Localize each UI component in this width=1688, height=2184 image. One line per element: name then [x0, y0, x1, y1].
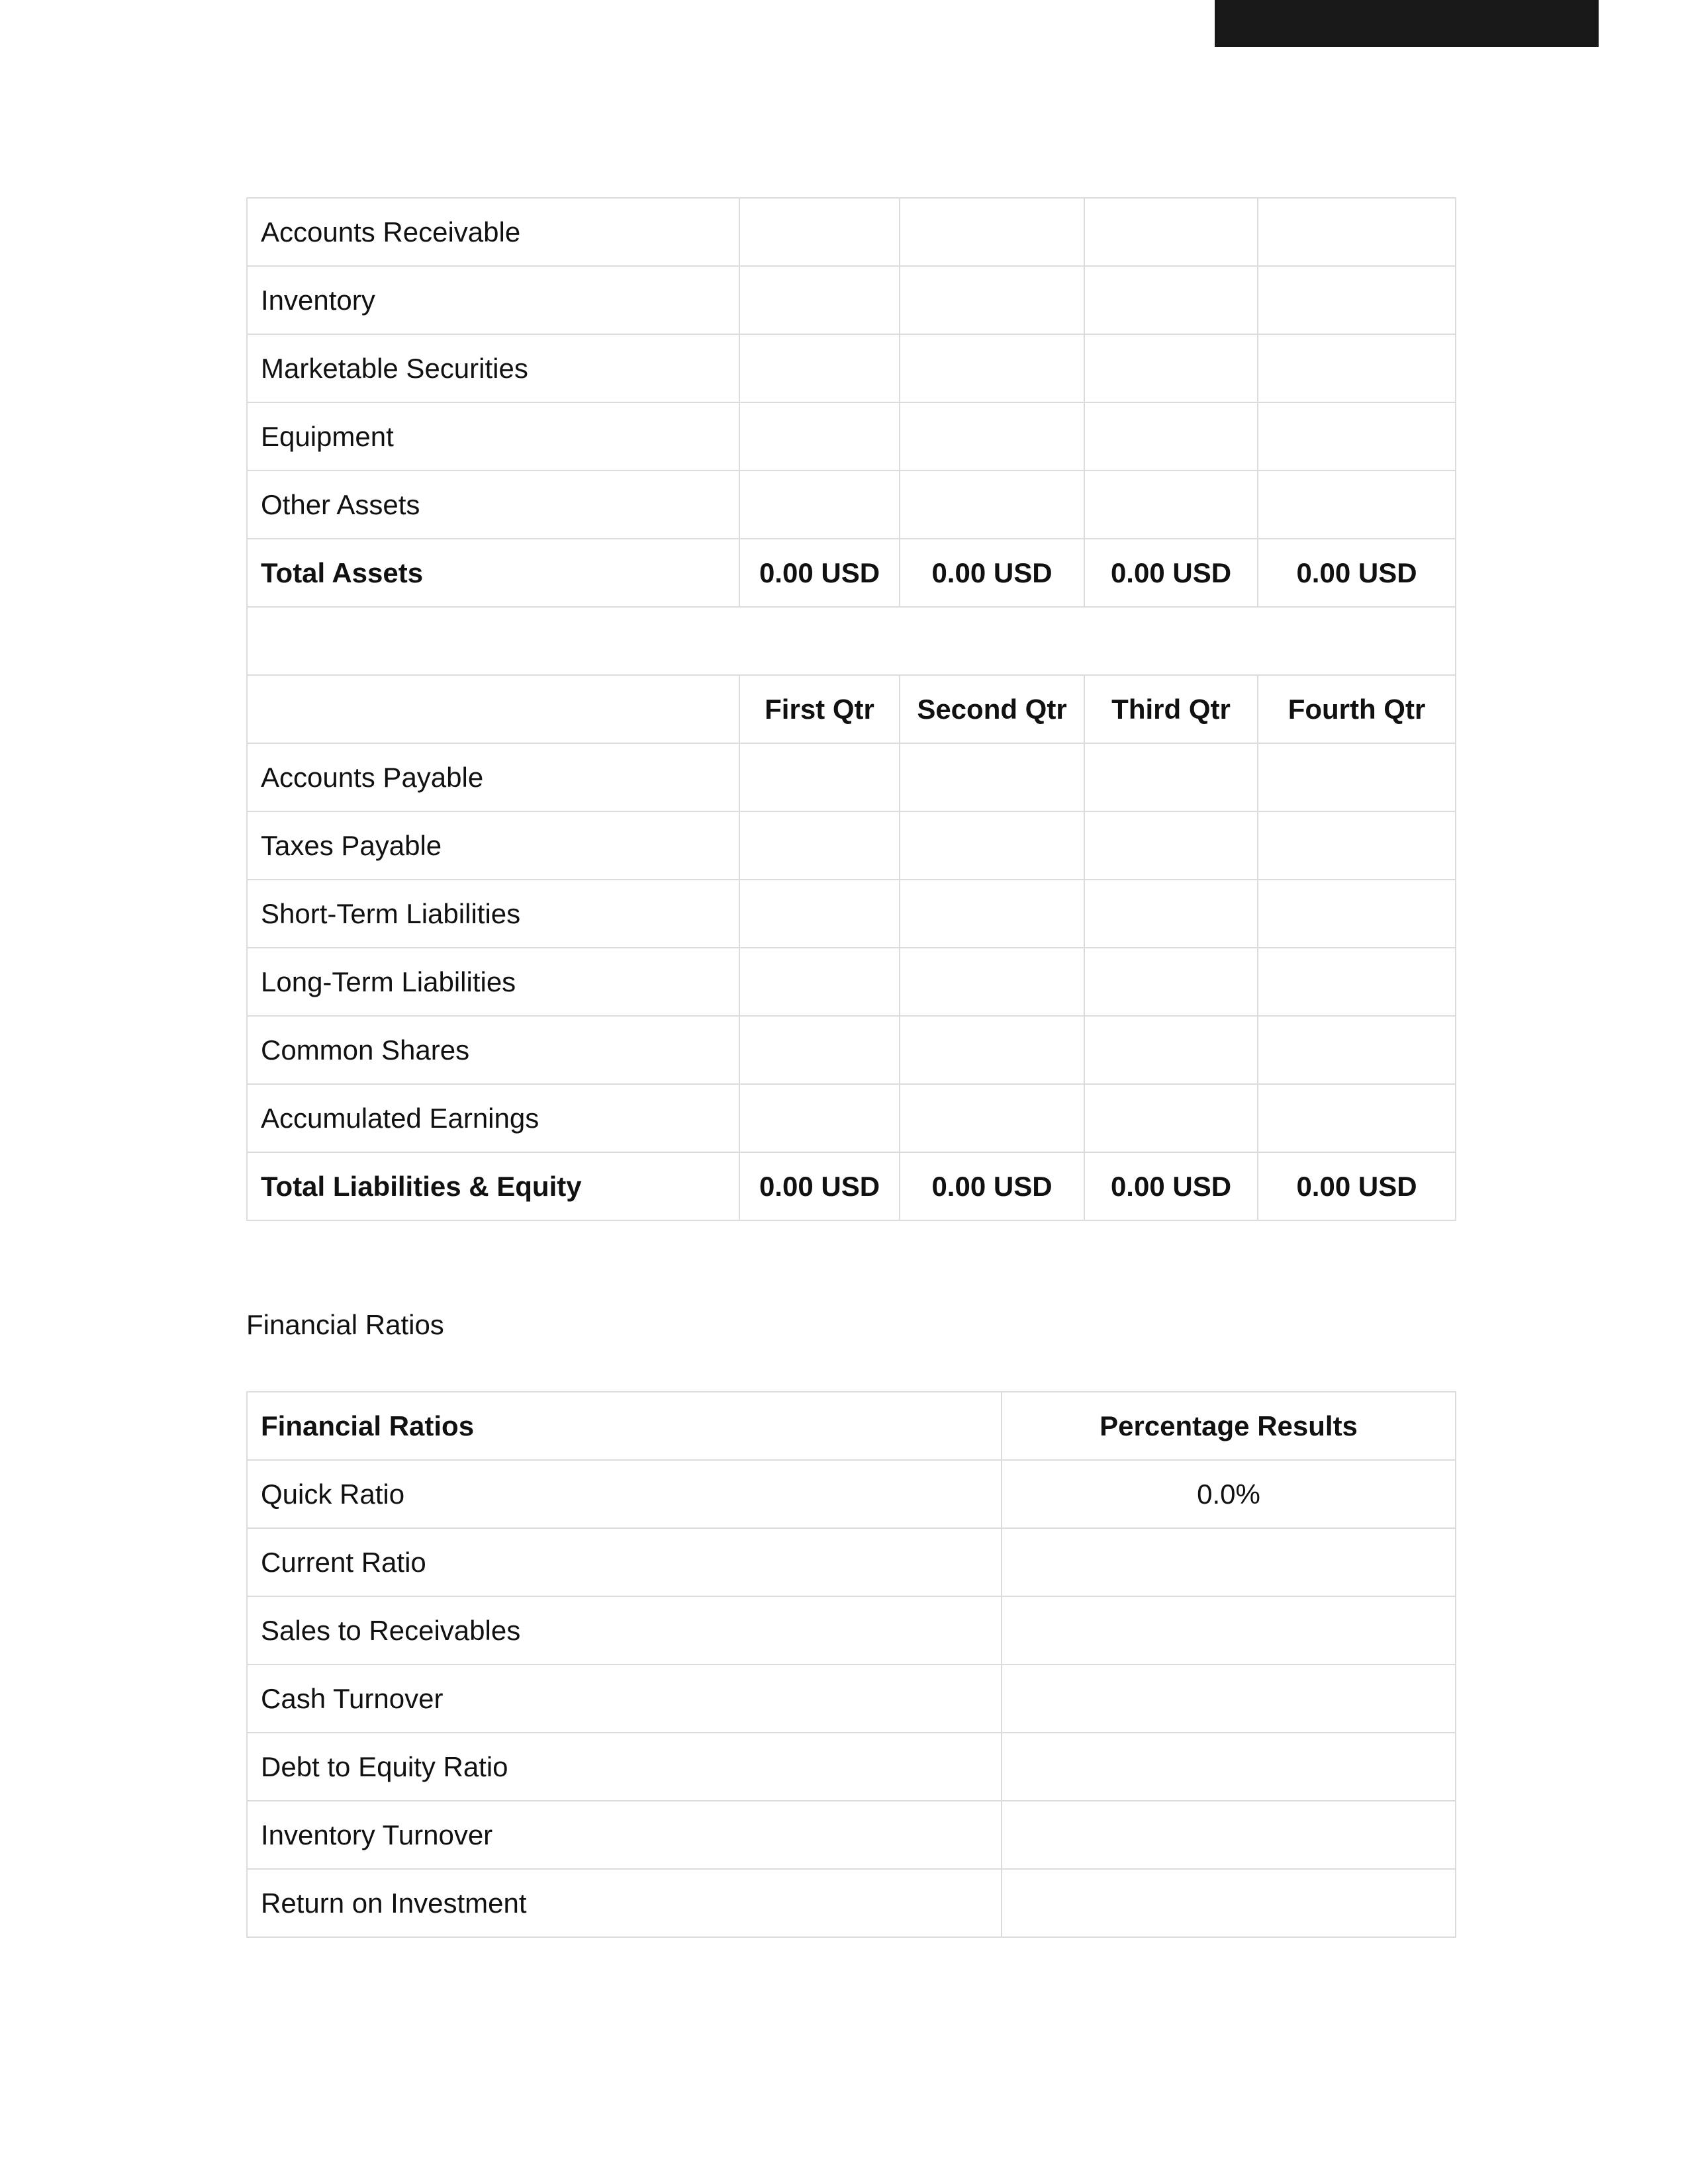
table-row	[247, 743, 1456, 811]
total-value: 0.00 USD	[900, 1152, 1084, 1220]
table-row	[247, 1733, 1456, 1801]
value-cell[interactable]	[900, 471, 1084, 539]
value-cell[interactable]	[1258, 198, 1456, 266]
row-label: Marketable Securities	[247, 334, 739, 402]
value-cell[interactable]	[1258, 402, 1456, 471]
balance-sheet-table	[246, 197, 1456, 1221]
value-cell[interactable]	[1258, 471, 1456, 539]
header-third-qtr: Third Qtr	[1084, 675, 1258, 743]
value-cell[interactable]	[1084, 948, 1258, 1016]
total-value: 0.00 USD	[1084, 1152, 1258, 1220]
total-row	[247, 1152, 1456, 1220]
table-row	[247, 880, 1456, 948]
header-percentage-results: Percentage Results	[1002, 1392, 1456, 1460]
quarter-header-row	[247, 675, 1456, 743]
value-cell[interactable]	[900, 948, 1084, 1016]
total-value: 0.00 USD	[1258, 1152, 1456, 1220]
row-label: Common Shares	[247, 1016, 739, 1084]
value-cell[interactable]	[900, 198, 1084, 266]
table-row	[247, 334, 1456, 402]
value-cell[interactable]	[739, 198, 900, 266]
ratio-label: Inventory Turnover	[247, 1801, 1002, 1869]
value-cell[interactable]	[900, 402, 1084, 471]
table-row	[247, 266, 1456, 334]
value-cell[interactable]	[1258, 880, 1456, 948]
spacer-cell	[247, 607, 1456, 675]
value-cell[interactable]	[739, 948, 900, 1016]
value-cell[interactable]	[900, 1016, 1084, 1084]
value-cell[interactable]	[900, 266, 1084, 334]
header-second-qtr: Second Qtr	[900, 675, 1084, 743]
row-label: Accounts Payable	[247, 743, 739, 811]
total-label: Total Assets	[247, 539, 739, 607]
table-row	[247, 471, 1456, 539]
ratio-value[interactable]	[1002, 1733, 1456, 1801]
value-cell[interactable]	[739, 743, 900, 811]
table-row	[247, 1596, 1456, 1664]
row-label: Long-Term Liabilities	[247, 948, 739, 1016]
table-row	[247, 811, 1456, 880]
ratio-value[interactable]	[1002, 1664, 1456, 1733]
total-value: 0.00 USD	[1258, 539, 1456, 607]
value-cell[interactable]	[739, 811, 900, 880]
ratio-value[interactable]	[1002, 1528, 1456, 1596]
header-bar	[1215, 0, 1599, 47]
value-cell[interactable]	[739, 402, 900, 471]
table-row	[247, 402, 1456, 471]
value-cell[interactable]	[739, 1084, 900, 1152]
header-first-qtr: First Qtr	[739, 675, 900, 743]
value-cell[interactable]	[1084, 198, 1258, 266]
ratio-value[interactable]: 0.0%	[1002, 1460, 1456, 1528]
total-value: 0.00 USD	[739, 1152, 900, 1220]
value-cell[interactable]	[1258, 266, 1456, 334]
row-label: Inventory	[247, 266, 739, 334]
total-row	[247, 539, 1456, 607]
total-value: 0.00 USD	[900, 539, 1084, 607]
total-value: 0.00 USD	[739, 539, 900, 607]
header-empty-cell	[247, 675, 739, 743]
header-fourth-qtr: Fourth Qtr	[1258, 675, 1456, 743]
table-row	[247, 198, 1456, 266]
table-row	[247, 1084, 1456, 1152]
value-cell[interactable]	[1084, 334, 1258, 402]
value-cell[interactable]	[739, 1016, 900, 1084]
value-cell[interactable]	[1258, 948, 1456, 1016]
ratio-label: Quick Ratio	[247, 1460, 1002, 1528]
value-cell[interactable]	[1084, 811, 1258, 880]
financial-ratios-table	[246, 1391, 1456, 1938]
ratio-label: Current Ratio	[247, 1528, 1002, 1596]
value-cell[interactable]	[739, 266, 900, 334]
value-cell[interactable]	[1084, 743, 1258, 811]
total-value: 0.00 USD	[1084, 539, 1258, 607]
value-cell[interactable]	[900, 811, 1084, 880]
value-cell[interactable]	[900, 334, 1084, 402]
ratio-label: Cash Turnover	[247, 1664, 1002, 1733]
table-row	[247, 1801, 1456, 1869]
value-cell[interactable]	[1258, 811, 1456, 880]
value-cell[interactable]	[739, 880, 900, 948]
ratio-label: Return on Investment	[247, 1869, 1002, 1937]
header-financial-ratios: Financial Ratios	[247, 1392, 1002, 1460]
value-cell[interactable]	[900, 743, 1084, 811]
value-cell[interactable]	[1258, 334, 1456, 402]
ratio-value[interactable]	[1002, 1869, 1456, 1937]
value-cell[interactable]	[1084, 471, 1258, 539]
table-row	[247, 1528, 1456, 1596]
table-row	[247, 948, 1456, 1016]
spacer-row	[247, 607, 1456, 675]
table-row	[247, 1869, 1456, 1937]
value-cell[interactable]	[1084, 1016, 1258, 1084]
row-label: Accumulated Earnings	[247, 1084, 739, 1152]
value-cell[interactable]	[1258, 1016, 1456, 1084]
table-row	[247, 1460, 1456, 1528]
ratio-value[interactable]	[1002, 1596, 1456, 1664]
value-cell[interactable]	[1258, 743, 1456, 811]
ratio-label: Debt to Equity Ratio	[247, 1733, 1002, 1801]
ratio-value[interactable]	[1002, 1801, 1456, 1869]
table-row	[247, 1664, 1456, 1733]
row-label: Taxes Payable	[247, 811, 739, 880]
value-cell[interactable]	[739, 471, 900, 539]
row-label: Equipment	[247, 402, 739, 471]
value-cell[interactable]	[900, 880, 1084, 948]
value-cell[interactable]	[1258, 1084, 1456, 1152]
value-cell[interactable]	[1084, 1084, 1258, 1152]
row-label: Short-Term Liabilities	[247, 880, 739, 948]
section-heading: Financial Ratios	[246, 1309, 444, 1340]
value-cell[interactable]	[1084, 880, 1258, 948]
value-cell[interactable]	[900, 1084, 1084, 1152]
total-label: Total Liabilities & Equity	[247, 1152, 739, 1220]
ratios-header-row	[247, 1392, 1456, 1460]
table-row	[247, 1016, 1456, 1084]
ratio-label: Sales to Receivables	[247, 1596, 1002, 1664]
value-cell[interactable]	[1084, 402, 1258, 471]
value-cell[interactable]	[739, 334, 900, 402]
value-cell[interactable]	[1084, 266, 1258, 334]
row-label: Other Assets	[247, 471, 739, 539]
row-label: Accounts Receivable	[247, 198, 739, 266]
